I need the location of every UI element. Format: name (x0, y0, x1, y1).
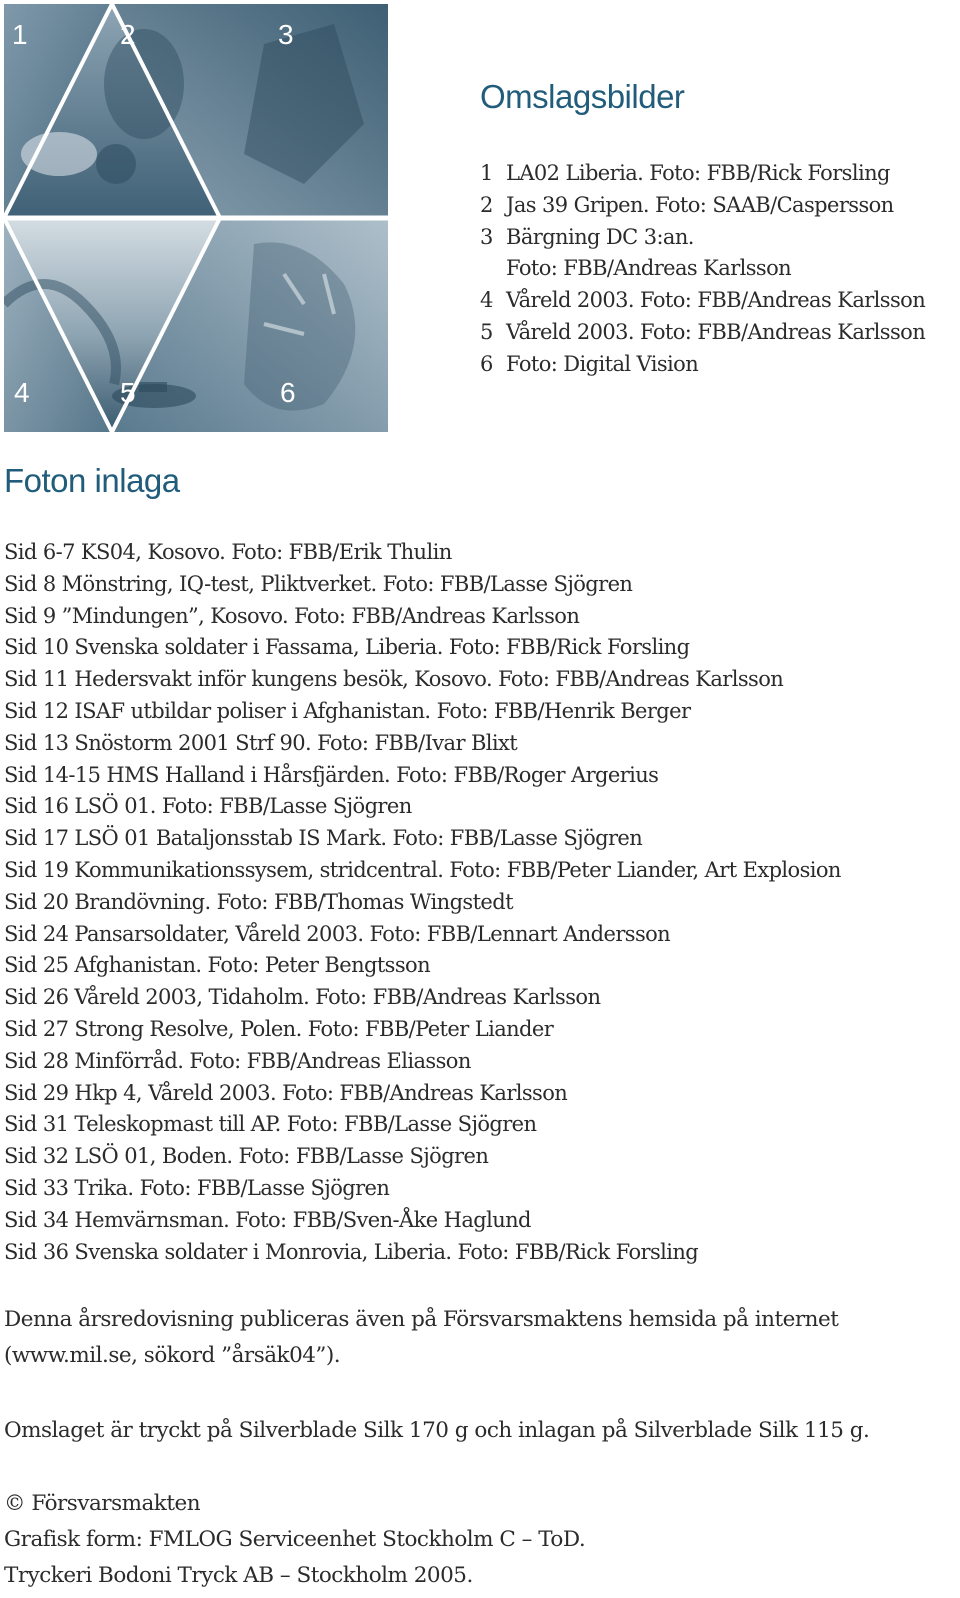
list-item: Sid 10 Svenska soldater i Fassama, Liberia. Foto: FBB/Rick Forsling (4, 635, 690, 660)
list-item: Sid 36 Svenska soldater i Monrovia, Liberia. Foto: FBB/Rick Forsling (4, 1239, 699, 1264)
list-item: Sid 14-15 HMS Halland i Hårsfjärden. Foto: FBB/Roger Argerius (4, 762, 659, 787)
inlay-photos-heading: Foton inlaga (4, 462, 180, 499)
list-item: Sid 6-7 KS04, Kosovo. Foto: FBB/Erik Thulin (4, 540, 452, 564)
cover-photo-collage (4, 4, 388, 432)
list-item: Sid 32 LSÖ 01, Boden. Foto: FBB/Lasse Sjögren (4, 1144, 489, 1169)
list-item: 6 Foto: Digital Vision (480, 351, 699, 376)
credits (4, 1486, 585, 1594)
list-item: 5 Våreld 2003. Foto: FBB/Andreas Karlsson (480, 319, 926, 344)
cover-photo-number: 2 (120, 19, 136, 50)
list-item: Sid 28 Minförråd. Foto: FBB/Andreas Eliasson (4, 1048, 471, 1073)
list-item: 2 Jas 39 Gripen. Foto: SAAB/Caspersson (480, 192, 894, 217)
list-item: Sid 24 Pansarsoldater, Våreld 2003. Foto: FBB/Lennart Andersson (4, 921, 671, 946)
paper-note-line: Omslaget är tryckt på Silverblade Silk 170 g och inlagan på Silverblade Silk 115 g. (4, 1418, 870, 1443)
cover-photos-list (480, 158, 925, 381)
paper-note (4, 1413, 869, 1449)
list-item: Sid 17 LSÖ 01 Bataljonsstab IS Mark. Foto: FBB/Lasse Sjögren (4, 826, 643, 851)
copyright-line: © Försvarsmakten (4, 1491, 201, 1516)
list-item: Sid 34 Hemvärnsman. Foto: FBB/Sven-Åke Haglund (4, 1207, 531, 1232)
list-item: Sid 9 ”Mindungen”, Kosovo. Foto: FBB/Andreas Karlsson (4, 603, 580, 628)
list-item: 3 Bärgning DC 3:an. (480, 224, 694, 249)
cover-photo-number: 6 (280, 377, 296, 408)
web-publication-note (4, 1302, 838, 1374)
cover-photo-number: 1 (12, 19, 28, 50)
web-note-line: Denna årsredovisning publiceras även på Försvarsmaktens hemsida på internet (4, 1307, 839, 1332)
list-item: Sid 27 Strong Resolve, Polen. Foto: FBB/Peter Liander (4, 1016, 554, 1041)
list-item: Sid 12 ISAF utbildar poliser i Afghanistan. Foto: FBB/Henrik Berger (4, 698, 691, 723)
list-item: Sid 16 LSÖ 01. Foto: FBB/Lasse Sjögren (4, 794, 412, 819)
list-item: 4 Våreld 2003. Foto: FBB/Andreas Karlsson (480, 288, 926, 313)
web-note-line: (www.mil.se, sökord ”årsäk04”). (4, 1343, 341, 1368)
cover-photo-number: 4 (14, 377, 30, 408)
design-credit-line: Grafisk form: FMLOG Serviceenhet Stockholm C – ToD. (4, 1527, 586, 1552)
cover-photo-number: 3 (278, 19, 294, 50)
list-item: Sid 8 Mönstring, IQ-test, Pliktverket. Foto: FBB/Lasse Sjögren (4, 571, 633, 596)
list-item: Sid 19 Kommunikationssysem, stridcentral. Foto: FBB/Peter Liander, Art Explosion (4, 857, 841, 882)
list-item: Sid 13 Snöstorm 2001 Strf 90. Foto: FBB/Ivar Blixt (4, 730, 518, 755)
list-item: 1 LA02 Liberia. Foto: FBB/Rick Forsling (480, 161, 890, 185)
list-item: Sid 26 Våreld 2003, Tidaholm. Foto: FBB/Andreas Karlsson (4, 985, 601, 1010)
cover-photo-number: 5 (120, 377, 136, 408)
printer-credit-line: Tryckeri Bodoni Tryck AB – Stockholm 2005. (4, 1563, 473, 1588)
list-item: Sid 11 Hedersvakt inför kungens besök, Kosovo. Foto: FBB/Andreas Karlsson (4, 667, 784, 692)
list-item: Sid 20 Brandövning. Foto: FBB/Thomas Wingstedt (4, 889, 513, 914)
cover-photos-heading: Omslagsbilder (480, 78, 685, 115)
inlay-photos-list (4, 537, 841, 1268)
list-item-continuation: Foto: FBB/Andreas Karlsson (506, 256, 792, 281)
list-item: Sid 29 Hkp 4, Våreld 2003. Foto: FBB/Andreas Karlsson (4, 1080, 568, 1105)
list-item: Sid 33 Trika. Foto: FBB/Lasse Sjögren (4, 1175, 390, 1200)
list-item: Sid 25 Afghanistan. Foto: Peter Bengtsson (4, 953, 431, 978)
list-item: Sid 31 Teleskopmast till AP. Foto: FBB/Lasse Sjögren (4, 1112, 537, 1137)
